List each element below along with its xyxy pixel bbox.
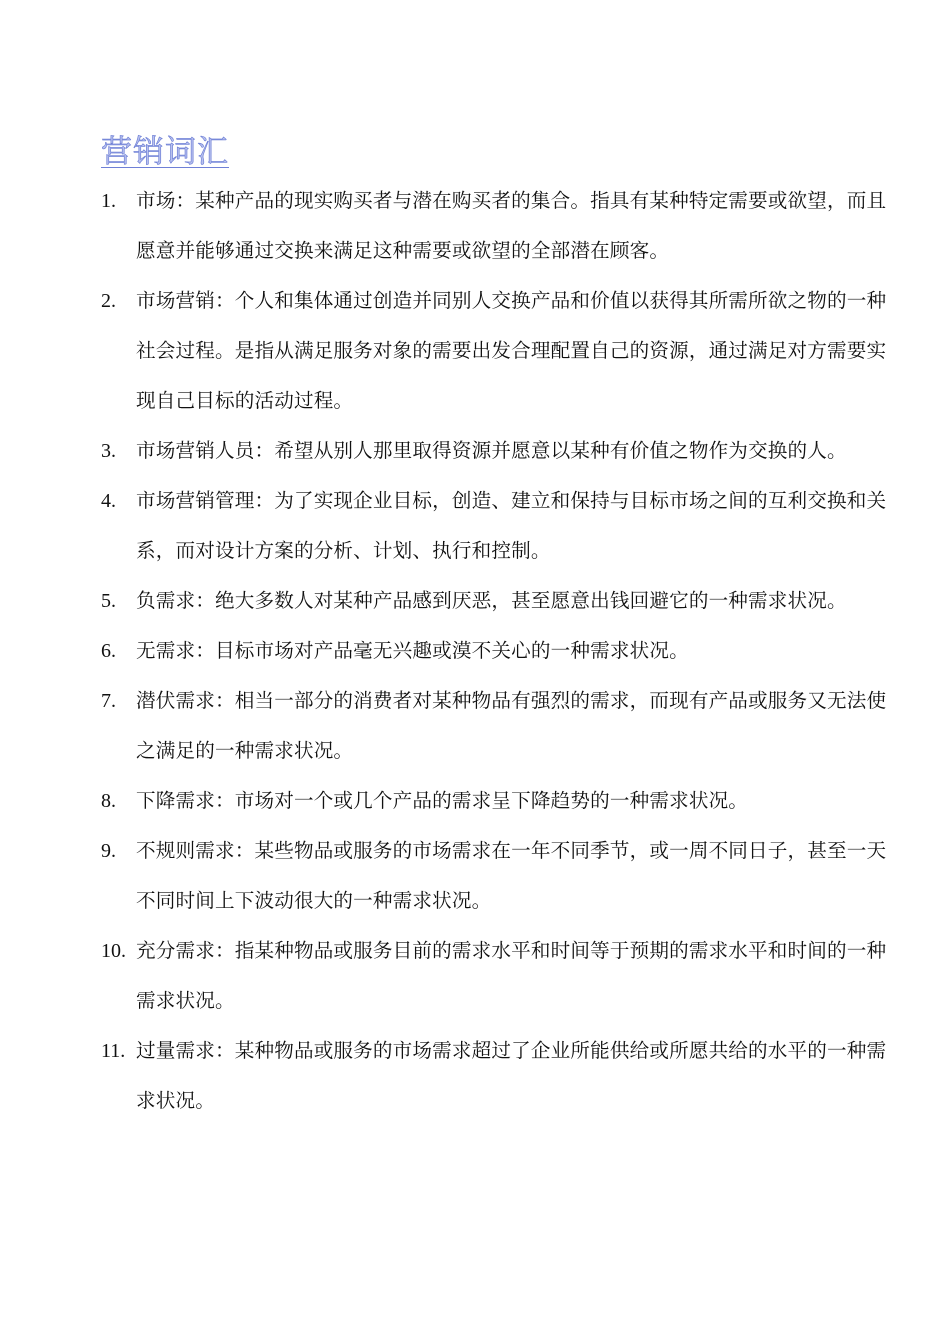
item-number: 10. bbox=[101, 940, 126, 962]
item-number: 6. bbox=[101, 640, 116, 662]
item-number: 1. bbox=[101, 190, 116, 212]
item-number: 5. bbox=[101, 590, 116, 612]
glossary-item-3 bbox=[0, 426, 950, 476]
glossary-item-8 bbox=[0, 776, 950, 826]
glossary-item-10 bbox=[0, 926, 950, 1026]
glossary-item-5 bbox=[0, 576, 950, 626]
item-text: 潜伏需求：相当一部分的消费者对某种物品有强烈的需求，而现有产品或服务又无法使之满足的一种需求状况。 bbox=[136, 689, 887, 762]
item-text: 下降需求：市场对一个或几个产品的需求呈下降趋势的一种需求状况。 bbox=[136, 789, 749, 812]
item-text: 无需求：目标市场对产品毫无兴趣或漠不关心的一种需求状况。 bbox=[136, 639, 689, 662]
item-number: 7. bbox=[101, 690, 116, 712]
item-text: 市场营销人员：希望从别人那里取得资源并愿意以某种有价值之物作为交换的人。 bbox=[136, 439, 847, 462]
glossary-list bbox=[0, 176, 950, 1126]
item-number: 9. bbox=[101, 840, 116, 862]
item-text: 市场营销：个人和集体通过创造并同别人交换产品和价值以获得其所需所欲之物的一种社会过程。是指从满足服务对象的需要出发合理配置自己的资源，通过满足对方需要实现自己目标的活动过程。 bbox=[136, 289, 887, 412]
document-title-link[interactable]: 营销词汇 bbox=[101, 134, 229, 170]
glossary-item-1 bbox=[0, 176, 950, 276]
item-text: 不规则需求：某些物品或服务的市场需求在一年不同季节，或一周不同日子，甚至一天不同时间上下波动很大的一种需求状况。 bbox=[136, 839, 887, 912]
item-number: 8. bbox=[101, 790, 116, 812]
glossary-item-11 bbox=[0, 1026, 950, 1126]
item-text: 市场：某种产品的现实购买者与潜在购买者的集合。指具有某种特定需要或欲望，而且愿意并能够通过交换来满足这种需要或欲望的全部潜在顾客。 bbox=[136, 189, 887, 262]
item-text: 充分需求：指某种物品或服务目前的需求水平和时间等于预期的需求水平和时间的一种需求状况。 bbox=[136, 939, 887, 1012]
glossary-item-4 bbox=[0, 476, 950, 576]
item-number: 3. bbox=[101, 440, 116, 462]
glossary-item-2 bbox=[0, 276, 950, 426]
item-number: 11. bbox=[101, 1040, 126, 1062]
item-text: 过量需求：某种物品或服务的市场需求超过了企业所能供给或所愿共给的水平的一种需求状况。 bbox=[136, 1039, 887, 1112]
glossary-item-6 bbox=[0, 626, 950, 676]
glossary-item-7 bbox=[0, 676, 950, 776]
item-number: 2. bbox=[101, 290, 116, 312]
item-number: 4. bbox=[101, 490, 116, 512]
item-text: 负需求：绝大多数人对某种产品感到厌恶，甚至愿意出钱回避它的一种需求状况。 bbox=[136, 589, 847, 612]
item-text: 市场营销管理：为了实现企业目标，创造、建立和保持与目标市场之间的互利交换和关系，而对设计方案的分析、计划、执行和控制。 bbox=[136, 489, 887, 562]
glossary-item-9 bbox=[0, 826, 950, 926]
